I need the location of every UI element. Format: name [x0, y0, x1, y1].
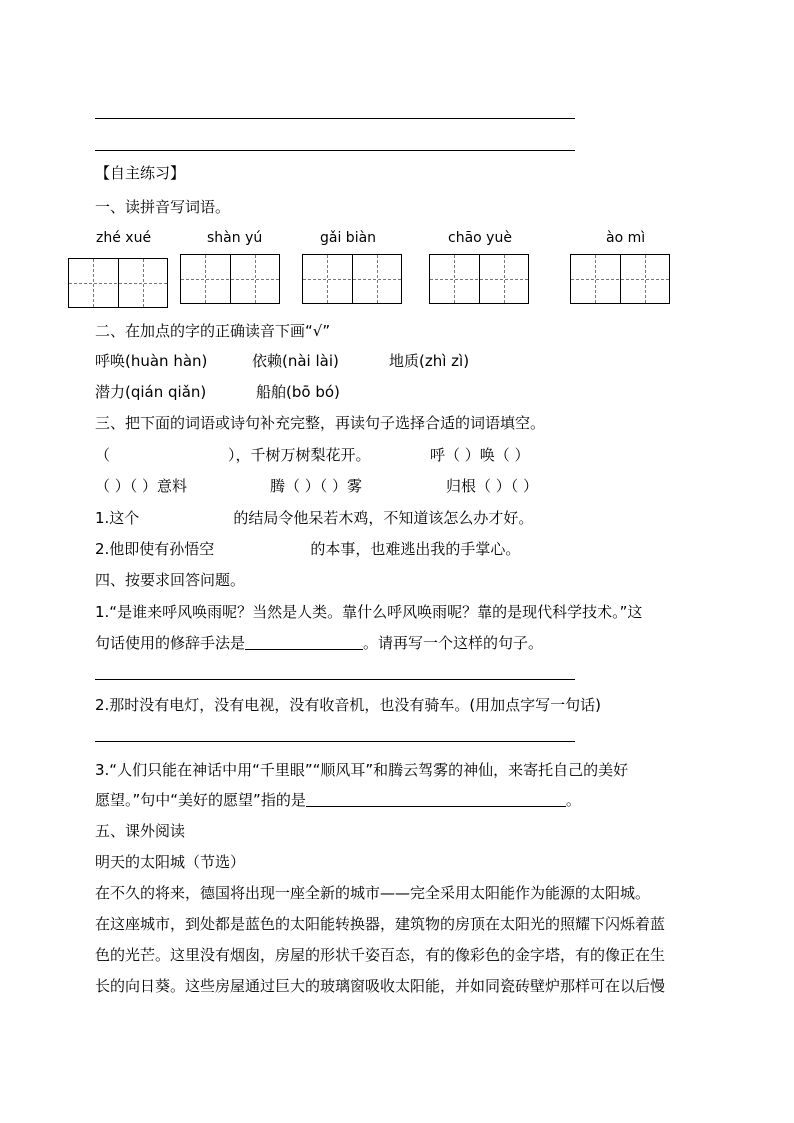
writing-grid-2[interactable] [180, 254, 280, 304]
pinyin-2: shàn yú [207, 230, 263, 246]
q2-item-2[interactable]: 依赖(nài lài) [252, 352, 339, 370]
answer-line-top-1 [95, 118, 575, 119]
q1-title: 一、读拼音写词语。 [95, 198, 231, 216]
q4-p1-suffix: 。请再写一个这样的句子。 [363, 634, 544, 652]
q3-sentence-2 [95, 540, 520, 558]
q3-line1-poem[interactable]: ），千树万树梨花开。 [228, 446, 371, 464]
q2-item-4[interactable]: 潜力(qián qiǎn) [95, 383, 207, 401]
writing-grid-4[interactable] [429, 254, 529, 304]
passage-line-1: 在不久的将来，德国将出现一座全新的城市——完全采用太阳能作为能源的太阳城。 [95, 884, 651, 902]
q4-p1-line1: 1.“是谁来呼风唤雨呢？当然是人类。靠什么呼风唤雨呢？靠的是现代科学技术。”这 [95, 603, 643, 621]
writing-grid-3[interactable] [302, 254, 402, 304]
passage-line-3: 色的光芒。这里没有烟囱，房屋的形状千姿百态，有的像彩色的金字塔，有的像正在生 [95, 946, 666, 964]
passage-line-4: 长的向日葵。这些房屋通过巨大的玻璃窗吸收太阳能，并如同瓷砖壁炉那样可在以后慢 [95, 977, 666, 995]
wish-answer-blank[interactable] [306, 792, 566, 807]
answer-line-top-2 [95, 150, 575, 151]
pinyin-3: gǎi biàn [320, 230, 377, 246]
q2-title: 二、在加点的字的正确读音下画“√” [95, 322, 331, 340]
q2-item-5[interactable]: 船舶(bō bó) [256, 383, 340, 401]
q3-sentence-1 [95, 509, 533, 527]
answer-line-q4-1[interactable] [95, 679, 575, 680]
q4-p1-prefix: 句话使用的修辞手法是 [95, 634, 246, 652]
section-title: 【自主练习】 [95, 164, 186, 182]
q3-line1-open: （ [95, 446, 111, 464]
q2-item-3[interactable]: 地质(zhì zì) [389, 352, 470, 370]
q5-title: 五、课外阅读 [95, 822, 186, 840]
q3-s1-prefix: 1.这个 [95, 509, 140, 527]
q4-p3-line1: 3.“人们只能在神话中用“千里眼”“顺风耳”和腾云驾雾的神仙，来寄托自己的美好 [95, 761, 629, 779]
q3-s1-suffix: 的结局令他呆若木鸡，不知道该怎么办才好。 [233, 509, 534, 527]
q3-title: 三、把下面的词语或诗句补充完整，再读句子选择合适的词语填空。 [95, 414, 546, 432]
answer-line-q4-2[interactable] [95, 741, 575, 742]
q3-line2-word-2[interactable]: 腾（ ）（ ）雾 [270, 477, 363, 495]
rhetoric-answer-blank[interactable] [245, 635, 363, 650]
q2-item-1[interactable]: 呼唤(huàn hàn) [95, 352, 208, 370]
q3-line2-word-3[interactable]: 归根（ ）（ ） [446, 477, 539, 495]
q4-p3-prefix: 愿望。”句中“美好的愿望”指的是 [95, 791, 306, 809]
writing-grid-5[interactable] [570, 254, 670, 304]
q4-p3-suffix: 。 [565, 791, 581, 809]
q3-s2-suffix: 的本事，也难逃出我的手掌心。 [310, 540, 521, 558]
q3-line2-word-1[interactable]: （ ）（ ）意料 [95, 477, 188, 495]
q3-s2-prefix: 2.他即使有孙悟空 [95, 540, 215, 558]
q4-p2: 2.那时没有电灯，没有电视，没有收音机，也没有骑车。(用加点字写一句话) [95, 696, 602, 714]
writing-grid-1[interactable] [68, 258, 168, 308]
q4-p1-line2 [95, 634, 543, 652]
q4-p3-line2 [95, 791, 581, 809]
q3-line1-word[interactable]: 呼（ ）唤（ ） [430, 446, 530, 464]
pinyin-5: ào mì [606, 230, 646, 246]
q4-title: 四、按要求回答问题。 [95, 571, 246, 589]
pinyin-4: chāo yuè [448, 230, 512, 246]
pinyin-1: zhé xué [96, 230, 152, 246]
passage-title: 明天的太阳城（节选） [95, 853, 246, 871]
passage-line-2: 在这座城市，到处都是蓝色的太阳能转换器，建筑物的房顶在太阳光的照耀下闪烁着蓝 [95, 915, 666, 933]
